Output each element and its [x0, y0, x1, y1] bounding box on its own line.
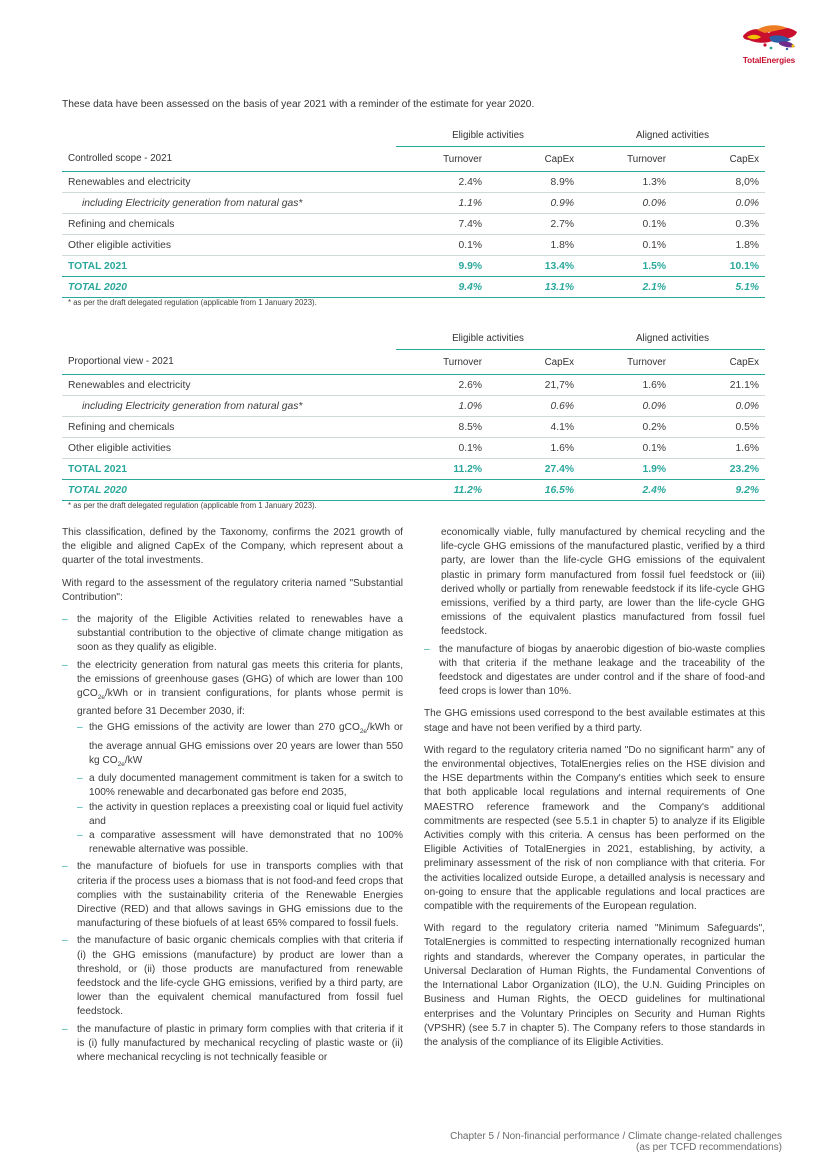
table-cell: 1.9%: [580, 459, 672, 480]
sub-list-item: – the activity in question replaces a preexisting coal or liquid fuel activity and: [77, 801, 403, 829]
table-cell: 1.6%: [672, 438, 765, 459]
group-header-aligned: Aligned activities: [580, 327, 765, 350]
table-cell: 0.1%: [580, 214, 672, 235]
row-label: Renewables and electricity: [62, 172, 396, 193]
table-row: [62, 417, 765, 438]
column-header: CapEx: [488, 147, 580, 172]
table-cell: 0.1%: [396, 235, 488, 256]
table-cell: 21,7%: [488, 375, 580, 396]
table-cell: 0.9%: [488, 193, 580, 214]
table-cell: 8.5%: [396, 417, 488, 438]
column-header: Turnover: [396, 147, 488, 172]
row-label: Other eligible activities: [62, 235, 396, 256]
table-row: [62, 235, 765, 256]
paragraph: This classification, defined by the Taxonomy, confirms the 2021 growth of the eligible and aligned CapEx of the Company, which represent about a quarter of the total investments.: [62, 527, 403, 567]
list-item: – the manufacture of plastic in primary form complies with that criteria if it is (i) fully manufactured by mechanical recycling of plastic waste or (ii) where mechanical recycling is not technically feasible or: [62, 1023, 403, 1066]
paragraph: With regard to the regulatory criteria named "Do no significant harm" any of the environmental objectives, TotalEnergies relies on the HSE division and the HSE departments within the Company's entities which seek to ensure that both applicable local regulations and internal requirements of One MAESTRO reference framework and the Company's additional commitments are respected (see 5.5.1 in chapter 5) to analyze if its Eligible Activities comply with this criteria. A census has been performed on the Eligible Activities of TotalEnergies in 2021, establishing, by activity, a preliminary assessment of the risk of non compliance with that criteria. For the activities localized outside Europe, a detailled analysis is necessary and on-going to ensure that the applicable regulations and local practices are compatible with the requirements of the European regulation.: [424, 744, 765, 913]
list-item-text: /kWh or the average annual GHG emissions over 20 years are lower than 550 kg CO: [89, 722, 403, 766]
subscript: 2e: [117, 760, 125, 768]
row-label: TOTAL 2020: [62, 480, 396, 501]
list-item-text: /kWh or in transient configurations, for plants whose permit is granted before 31 December 2030, if:: [77, 688, 403, 718]
column-header: CapEx: [672, 147, 765, 172]
table-row: [62, 396, 765, 417]
list-item: – the manufacture of biofuels for use in transports complies with that criteria if the process uses a biomass that is not food-and feed crops that complies with the sustainability criteria of the Renewable Energies Directive (RED) and that allows savings in GHG emissions due to the manufacturing of these biofuels of at least 65% compared to fossil fuels.: [62, 860, 403, 931]
table-cell: 0.5%: [672, 417, 765, 438]
sub-list-item: – a comparative assessment will have demonstrated that no 100% renewable alternative was possible.: [77, 829, 403, 857]
row-label: TOTAL 2021: [62, 459, 396, 480]
table-cell: 27.4%: [488, 459, 580, 480]
subscript: 2e: [359, 728, 368, 736]
table-row: [62, 375, 765, 396]
right-text-column: [424, 526, 765, 1058]
column-header: Turnover: [580, 147, 672, 172]
table-cell: 0.0%: [672, 193, 765, 214]
total-row: [62, 459, 765, 480]
list-item: – the manufacture of basic organic chemicals complies with that criteria if (i) the GHG emissions (manufacture) by product are lower than a threshold, or (ii) those products are manufactured from renewable feedstock and the life-cycle GHG emissions, verified by a third party, are lower than the equivalent chemical manufactured from fossil fuel feedstock.: [62, 934, 403, 1019]
table-cell: 11.2%: [396, 480, 488, 501]
table-cell: 0.3%: [672, 214, 765, 235]
paragraph: With regard to the regulatory criteria named "Minimum Safeguards", TotalEnergies is committed to respecting internationally recognized human rights and standards, wherever the Company operates, in particular the Universal Declaration of Human Rights, the Fundamental Conventions of the International Labor Organization (ILO), the U.N. Guiding Principles on Business and Human Rights, the OECD guidelines for multinational enterprises and the Voluntary Principles on Security and Human Rights (VPSHR) (see 5.7 in chapter 5). The Company refers to those standards in the analysis of the compliance of its Eligible Activities.: [424, 923, 765, 1048]
row-label: TOTAL 2020: [62, 277, 396, 298]
table-cell: 8.9%: [488, 172, 580, 193]
column-header: CapEx: [488, 350, 580, 375]
table-cell: 21.1%: [672, 375, 765, 396]
subscript: 2e: [97, 694, 105, 702]
table-cell: 0.6%: [488, 396, 580, 417]
list-item-continuation: economically viable, fully manufactured by chemical recycling and the life-cycle GHG emissions of the manufactured plastic, verified by a third party, are lower than the life-cycle GHG emissions of the equivalent plastic in primary form manufactured from fossil fuel feedstock or (iii) derived wholly or partially from renewable feedstock if its life-cycle GHG emissions, verified by a third party, are lower than the life-cycle GHG emissions of the equivalent plastics manufactured from fossil fuel feedstock.: [441, 527, 765, 638]
total-row: [62, 480, 765, 501]
table-row: [62, 172, 765, 193]
sub-list-item: – a duly documented management commitment is taken for a switch to 100% renewable and decarbonated gas before end 2035,: [77, 772, 403, 800]
group-header-eligible: Eligible activities: [396, 124, 580, 147]
sub-list: [77, 721, 403, 857]
table-cell: 2.7%: [488, 214, 580, 235]
table-cell: 0.0%: [580, 396, 672, 417]
table-cell: 7.4%: [396, 214, 488, 235]
paragraph: The GHG emissions used correspond to the best available estimates at this stage and have not been verified by a third party.: [424, 708, 765, 734]
list-item-text: /kW: [124, 754, 143, 766]
row-label: Other eligible activities: [62, 438, 396, 459]
totalenergies-logo: [735, 22, 803, 68]
table-cell: 2.6%: [396, 375, 488, 396]
row-label: Renewables and electricity: [62, 375, 396, 396]
table-cell: 1.6%: [580, 375, 672, 396]
column-header: Proportional view - 2021: [62, 350, 396, 375]
row-label: Refining and chemicals: [62, 214, 396, 235]
table-cell: 2.1%: [580, 277, 672, 298]
table-cell: 9.9%: [396, 256, 488, 277]
intro-text: These data have been assessed on the basis of year 2021 with a reminder of the estimate for year 2020.: [62, 99, 535, 110]
table-cell: 1.8%: [488, 235, 580, 256]
list-item-text: the electricity generation from natural gas meets this criteria for plants, the emissions of greenhouse gases (GHG) of which are lower than 100 gCO: [77, 659, 403, 700]
table-cell: 13.1%: [488, 277, 580, 298]
sub-list-item: [77, 721, 403, 772]
table-cell: 0.1%: [396, 438, 488, 459]
column-header: Controlled scope - 2021: [62, 147, 396, 172]
total-row: [62, 256, 765, 277]
table-cell: 1.8%: [672, 235, 765, 256]
table-row: [62, 438, 765, 459]
table-footnote: * as per the draft delegated regulation (applicable from 1 January 2023).: [68, 501, 317, 510]
list-item: [62, 659, 403, 858]
row-label: including Electricity generation from natural gas*: [62, 396, 396, 417]
table-cell: 16.5%: [488, 480, 580, 501]
list-item-text: the GHG emissions of the activity are lower than 270 gCO: [89, 722, 360, 734]
table-cell: 2.4%: [580, 480, 672, 501]
table-cell: 0.1%: [580, 438, 672, 459]
table-row: [62, 214, 765, 235]
page-footer: [450, 1131, 782, 1153]
group-header-eligible: Eligible activities: [396, 327, 580, 350]
criteria-list: [62, 613, 403, 1065]
paragraph: With regard to the assessment of the regulatory criteria named "Substantial Contribution":: [62, 577, 403, 603]
table-cell: 9.2%: [672, 480, 765, 501]
table-cell: 1.1%: [396, 193, 488, 214]
table-cell: 0.1%: [580, 235, 672, 256]
table-cell: 0.0%: [672, 396, 765, 417]
table-cell: 1.6%: [488, 438, 580, 459]
row-label: including Electricity generation from natural gas*: [62, 193, 396, 214]
table-cell: 13.4%: [488, 256, 580, 277]
criteria-list: [424, 643, 765, 700]
table-cell: 1.5%: [580, 256, 672, 277]
controlled-scope-table: [62, 124, 765, 298]
table-row: [62, 193, 765, 214]
list-item: – the majority of the Eligible Activities related to renewables have a substantial contribution to the objective of climate change mitigation as soon as they qualify as eligible.: [62, 613, 403, 656]
table-cell: 23.2%: [672, 459, 765, 480]
table-cell: 1.0%: [396, 396, 488, 417]
table-cell: 1.3%: [580, 172, 672, 193]
table-cell: 10.1%: [672, 256, 765, 277]
table-footnote: * as per the draft delegated regulation (applicable from 1 January 2023).: [68, 298, 317, 307]
group-header-aligned: Aligned activities: [580, 124, 765, 147]
brand-name: TotalEnergies: [742, 56, 796, 65]
logo-mark-icon: [735, 22, 803, 56]
left-text-column: [62, 526, 403, 1068]
table-cell: 4.1%: [488, 417, 580, 438]
row-label: TOTAL 2021: [62, 256, 396, 277]
total-row: [62, 277, 765, 298]
table-cell: 0.0%: [580, 193, 672, 214]
footer-chapter: Chapter 5 / Non-financial performance / Climate change-related challenges: [450, 1131, 782, 1142]
table-cell: 5.1%: [672, 277, 765, 298]
row-label: Refining and chemicals: [62, 417, 396, 438]
proportional-view-table: [62, 327, 765, 501]
table-cell: 2.4%: [396, 172, 488, 193]
column-header: Turnover: [580, 350, 672, 375]
column-header: Turnover: [396, 350, 488, 375]
table-cell: 11.2%: [396, 459, 488, 480]
table-cell: 9.4%: [396, 277, 488, 298]
footer-chapter-sub: (as per TCFD recommendations): [636, 1142, 782, 1153]
column-header: CapEx: [672, 350, 765, 375]
table-cell: 8,0%: [672, 172, 765, 193]
list-item: – the manufacture of biogas by anaerobic digestion of bio-waste complies with that criteria if the methane leakage and the traceability of the feedstock and digestates are under control and if the share of food-and feed crops is lower than 10%.: [424, 643, 765, 700]
table-cell: 0.2%: [580, 417, 672, 438]
